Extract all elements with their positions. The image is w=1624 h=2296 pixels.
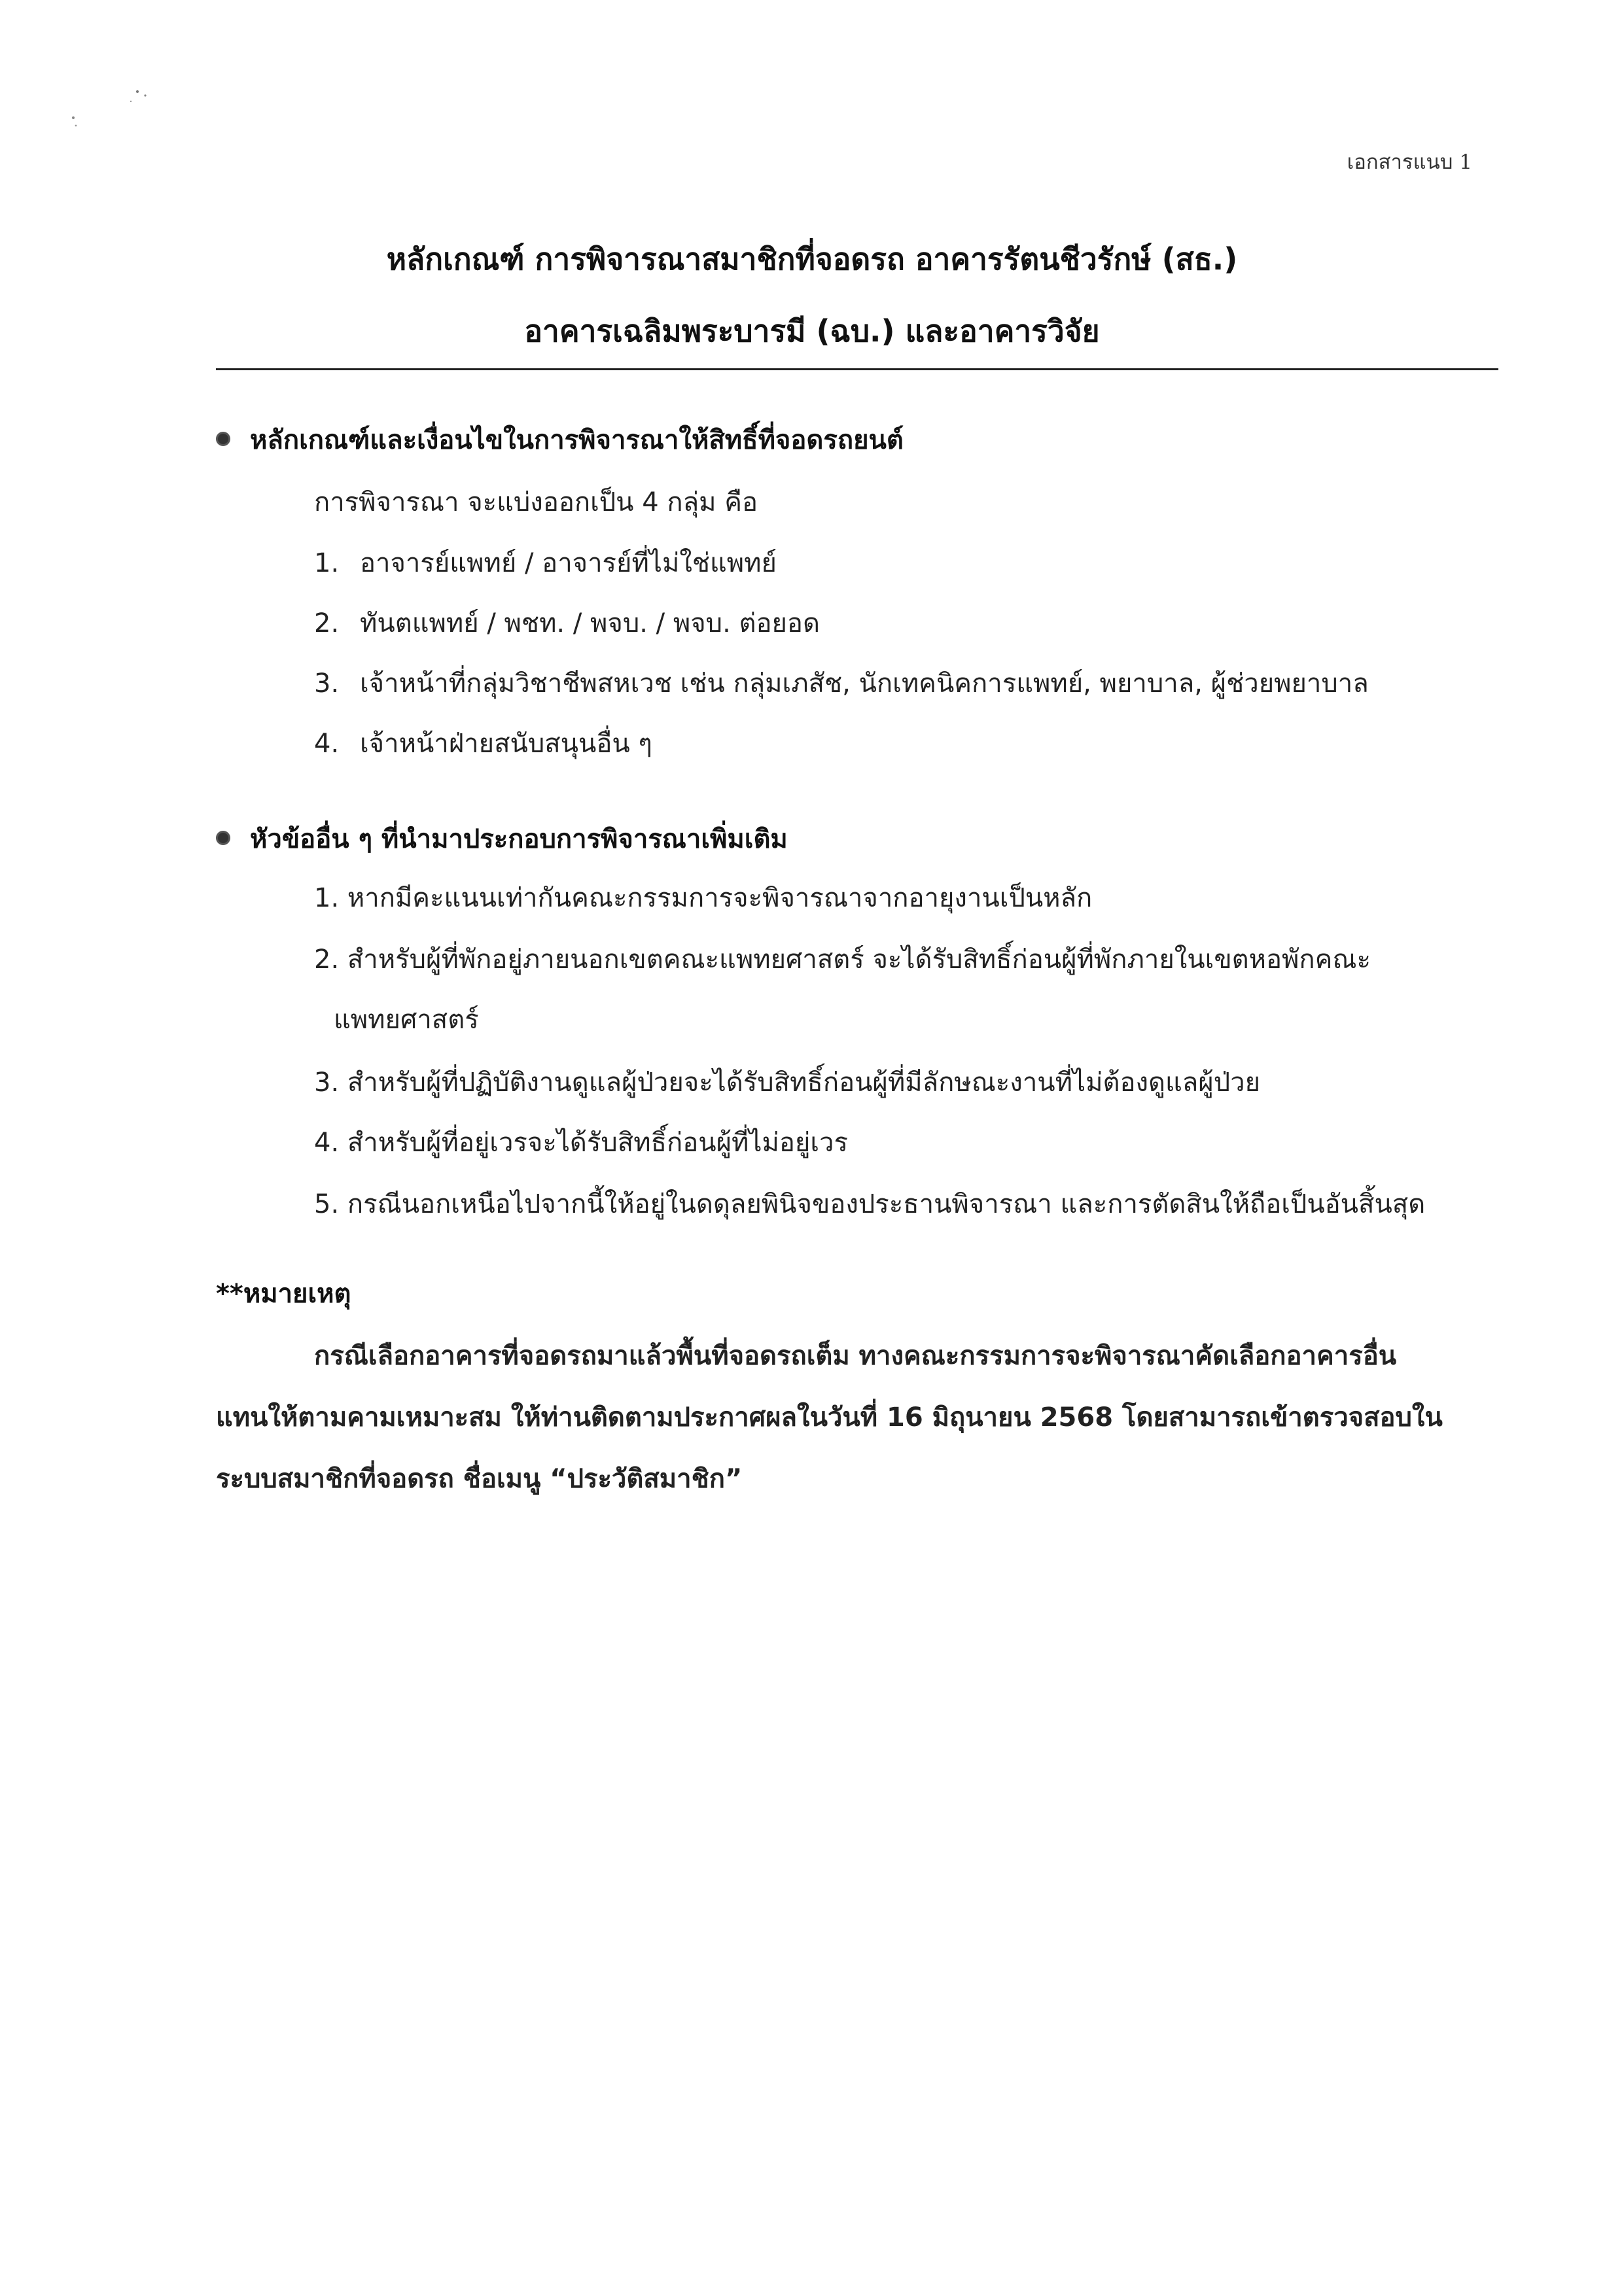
section1-item <box>314 542 777 583</box>
item-text: เจ้าหน้าที่กลุ่มวิชาชีพสหเวช เช่น กลุ่มเภสัช, นักเทคนิคการแพทย์, พยาบาล, ผู้ช่วยพยาบาล <box>360 669 1369 699</box>
item-text: อาจารย์แพทย์ / อาจารย์ที่ไม่ใช่แพทย์ <box>360 548 777 578</box>
bullet-icon <box>216 432 230 446</box>
item-number: 1. <box>314 548 340 578</box>
attachment-label: เอกสารแนบ 1 <box>1347 150 1472 174</box>
section2-heading <box>216 818 788 860</box>
section1-item <box>314 602 820 644</box>
section2-item-continuation: แพทยศาสตร์ <box>334 1005 479 1035</box>
section1-item <box>314 662 1369 704</box>
section2-item <box>314 1183 1425 1225</box>
item-text: ทันตแพทย์ / พชท. / พจบ. / พจบ. ต่อยอด <box>360 608 820 638</box>
item-text: สำหรับผู้ที่ปฏิบัติงานดูแลผู้ป่วยจะได้รับสิทธิ์ก่อนผู้ที่มีลักษณะงานที่ไม่ต้องดูแลผู้ป่วย <box>347 1068 1261 1098</box>
item-number: 2. <box>314 608 340 638</box>
section1-item <box>314 722 652 764</box>
item-text: กรณีนอกเหนือไปจากนี้ให้อยู่ในดดุลยพินิจของประธานพิจารณา และการตัดสินให้ถือเป็นอันสิ้นสุด <box>347 1189 1426 1219</box>
section2-item <box>314 877 1092 918</box>
note-line: ระบบสมาชิกที่จอดรถ ชื่อเมนู “ประวัติสมาชิก” <box>216 1464 743 1494</box>
title-divider <box>216 368 1498 370</box>
item-number: 3. <box>314 1068 340 1098</box>
note-label: **หมายเหตุ <box>216 1279 351 1309</box>
note-line: กรณีเลือกอาคารที่จอดรถมาแล้วพื้นที่จอดรถเต็ม ทางคณะกรรมการจะพิจารณาคัดเลือกอาคารอื่น <box>314 1341 1397 1371</box>
item-text: สำหรับผู้ที่อยู่เวรจะได้รับสิทธิ์ก่อนผู้ที่ไม่อยู่เวร <box>347 1128 848 1158</box>
item-number: 3. <box>314 669 340 699</box>
section1-heading-text: หลักเกณฑ์และเงื่อนไขในการพิจารณาให้สิทธิ์ที่จอดรถยนต์ <box>250 425 904 455</box>
item-number: 2. <box>314 945 340 975</box>
item-number: 5. <box>314 1189 340 1219</box>
section2-heading-text: หัวข้ออื่น ๆ ที่นำมาประกอบการพิจารณาเพิ่มเติม <box>250 824 788 854</box>
item-number: 4. <box>314 1128 340 1158</box>
section2-item <box>314 1061 1260 1103</box>
item-text: สำหรับผู้ที่พักอยู่ภายนอกเขตคณะแพทยศาสตร์ จะได้รับสิทธิ์ก่อนผู้ที่พักภายในเขตหอพักคณะ <box>347 945 1371 975</box>
document-title-line-2: อาคารเฉลิมพระบารมี (ฉบ.) และอาคารวิจัย <box>524 313 1100 349</box>
section2-item <box>314 1121 848 1163</box>
note-line: แทนให้ตามคามเหมาะสม ให้ท่านติดตามประกาศผลในวันที่ 16 มิถุนายน 2568 โดยสามารถเข้าตรวจสอบใน <box>216 1402 1443 1433</box>
item-text: หากมีคะแนนเท่ากันคณะกรรมการจะพิจารณาจากอายุงานเป็นหลัก <box>347 883 1093 913</box>
item-text: เจ้าหน้าฝ่ายสนับสนุนอื่น ๆ <box>360 729 652 759</box>
section1-intro: การพิจารณา จะแบ่งออกเป็น 4 กลุ่ม คือ <box>314 487 758 517</box>
item-number: 4. <box>314 729 340 759</box>
bullet-icon <box>216 831 230 845</box>
scan-specks <box>65 78 170 137</box>
section1-heading <box>216 419 904 461</box>
item-number: 1. <box>314 883 340 913</box>
document-title-line-1: หลักเกณฑ์ การพิจารณาสมาชิกที่จอดรถ อาคารรัตนชีวรักษ์ (สธ.) <box>386 241 1238 277</box>
section2-item <box>314 938 1371 980</box>
